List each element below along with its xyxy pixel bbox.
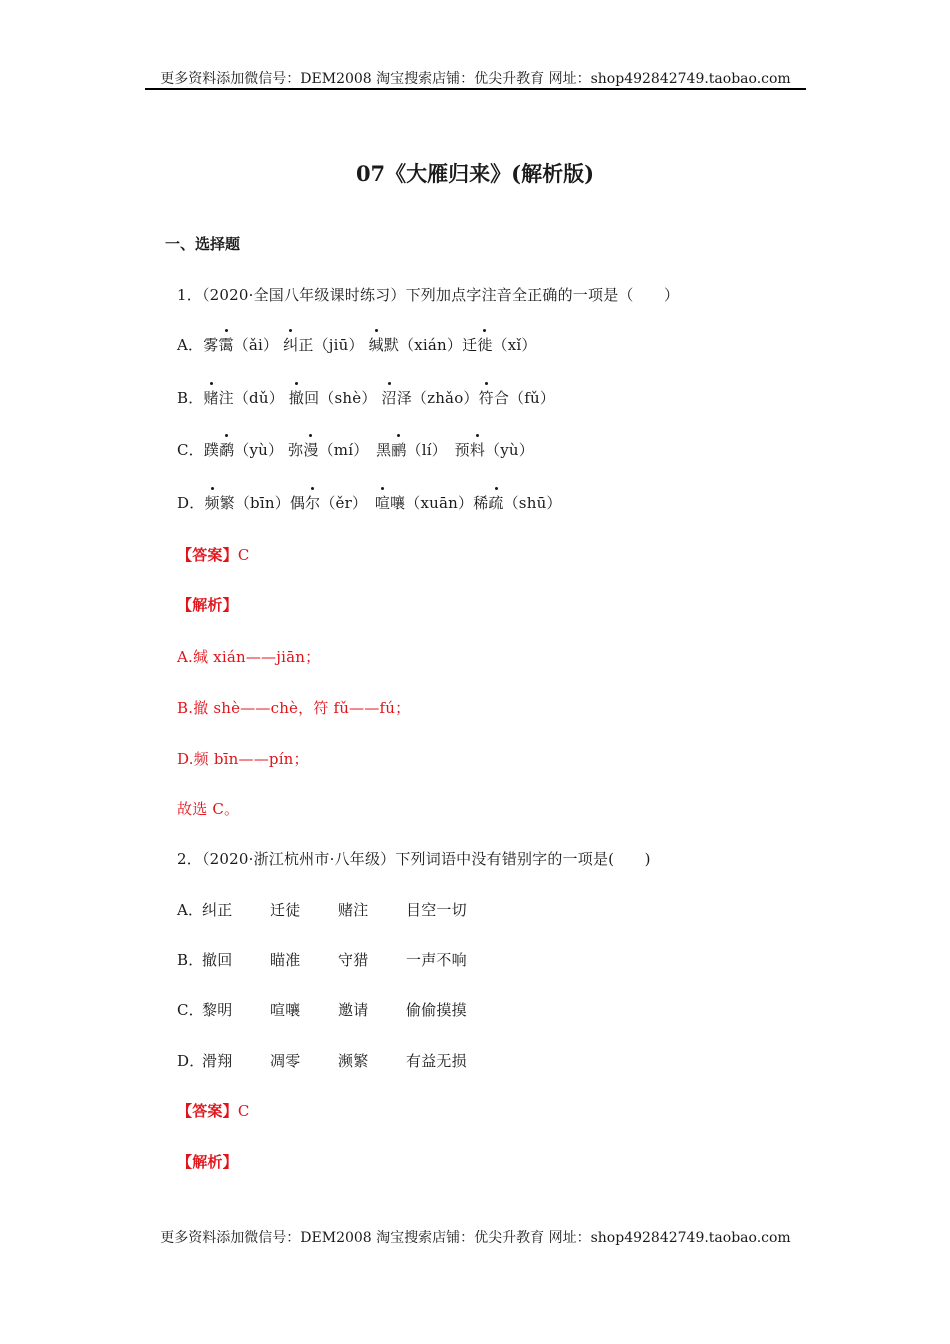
question-2-option-c: C．黎明 喧嚷 邀请 偷偷摸摸 [177, 1001, 467, 1019]
analysis-line: B.撤 shè——chè，符 fǔ——fú； [177, 699, 411, 717]
section-heading: 一、选择题 [165, 235, 241, 253]
question-1-stem: 1．（2020·全国八年级课时练习）下列加点字注音全正确的一项是（ ） [177, 286, 680, 304]
page-footer: 更多资料添加微信号：DEM2008 淘宝搜索店铺：优尖升教育 网址：shop492842749.taobao.com [160, 1230, 791, 1246]
page-header: 更多资料添加微信号：DEM2008 淘宝搜索店铺：优尖升教育 网址：shop492842749.taobao.com [160, 71, 791, 87]
analysis-line: A.缄 xián——jiān； [177, 648, 321, 666]
question-1-option-a: A．雾霭（ǎi） 纠正（jiū） 缄默（xián）迁徙（xǐ） [177, 336, 537, 354]
question-2-stem: 2．（2020·浙江杭州市·八年级）下列词语中没有错别字的一项是( ) [177, 850, 651, 868]
question-2-option-d: D．滑翔 凋零 濒繁 有益无损 [177, 1052, 467, 1070]
question-1-option-d: D．频繁（bīn）偶尔（ěr） 喧嚷（xuān）稀疏（shū） [177, 494, 562, 512]
document-title: 07《大雁归来》(解析版) [355, 161, 595, 186]
question-2-option-b: B．撤回 瞄准 守猎 一声不响 [177, 951, 467, 969]
header-rule [145, 88, 806, 90]
question-1-option-c: C．蹼鹬（yù） 弥漫（mí） 黑鹂（lí） 预料（yù） [177, 441, 534, 459]
question-1-option-b: B．赌注（dǔ） 撤回（shè） 沼泽（zhǎo）符合（fǔ） [177, 389, 556, 407]
analysis-line: D.频 bīn——pín； [177, 750, 309, 768]
analysis-line: 故选 C。 [177, 800, 240, 818]
question-2-analysis-label: 【解析】 [177, 1153, 238, 1171]
question-1-analysis-label: 【解析】 [177, 596, 238, 614]
question-2-answer: 【答案】C [177, 1102, 250, 1120]
question-2-option-a: A．纠正 迁徒 赌注 目空一切 [177, 901, 467, 919]
question-1-answer: 【答案】C [177, 546, 250, 564]
